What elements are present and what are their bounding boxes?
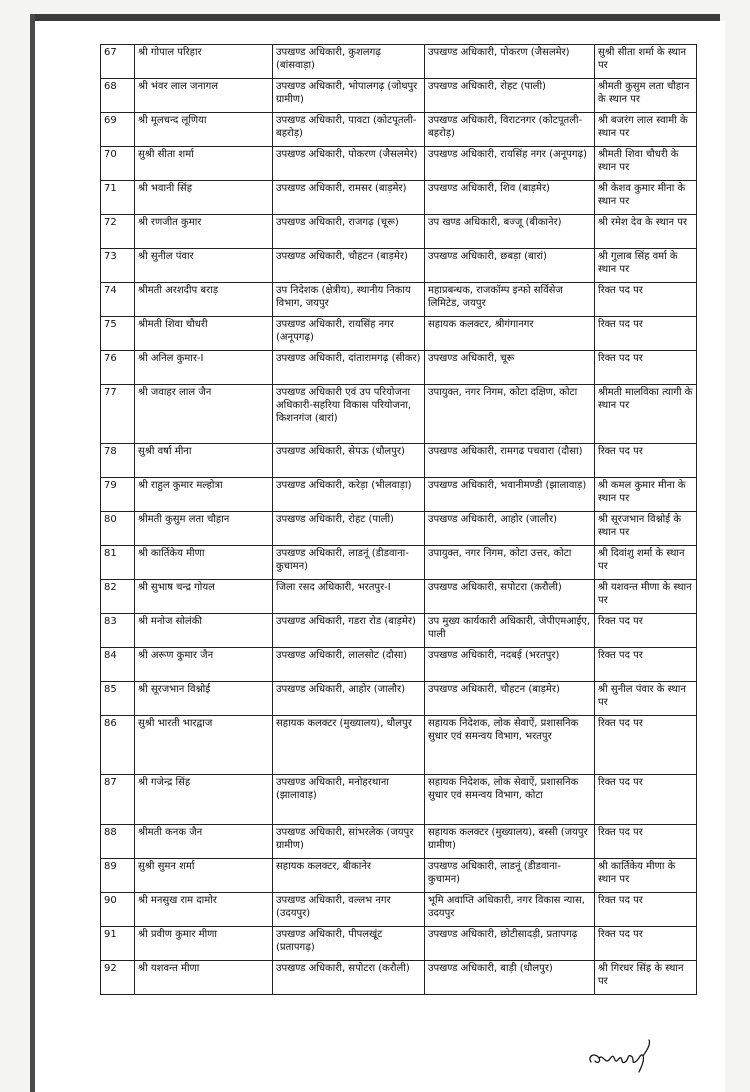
table-row (101, 113, 697, 147)
new-posting-cell: महाप्रबन्धक, राजकॉम्प इन्फो सर्विसेज लिमिटेड, जयपुर (425, 283, 595, 317)
serial-number-cell: 85 (101, 682, 135, 716)
remark-cell: रिक्त पद पर (595, 317, 697, 351)
remark-cell: श्री रमेश देव के स्थान पर (595, 215, 697, 249)
new-posting-cell: उपखण्ड अधिकारी, छोटीसादड़ी, प्रतापगढ़ (425, 927, 595, 961)
serial-number-cell: 81 (101, 546, 135, 580)
current-posting-cell: उपखण्ड अधिकारी, दांतारामगढ़ (सीकर) (273, 351, 425, 385)
officer-name-cell: श्रीमती अरशदीप बराड़ (135, 283, 273, 317)
remark-cell: रिक्त पद पर (595, 927, 697, 961)
officer-name-cell: सुश्री सीता शर्मा (135, 147, 273, 181)
table-row (101, 893, 697, 927)
table-row (101, 317, 697, 351)
officer-name-cell: श्री राहुल कुमार मल्होत्रा (135, 478, 273, 512)
officer-name-cell: श्री अनिल कुमार-I (135, 351, 273, 385)
new-posting-cell: उपखण्ड अधिकारी, रामगढ पचवारा (दौसा) (425, 444, 595, 478)
remark-cell: श्री सुनील पंवार के स्थान पर (595, 682, 697, 716)
serial-number-cell: 69 (101, 113, 135, 147)
current-posting-cell: उपखण्ड अधिकारी, लाडनूं (डीडवाना-कुचामन) (273, 546, 425, 580)
table-row (101, 859, 697, 893)
table-row (101, 614, 697, 648)
serial-number-cell: 76 (101, 351, 135, 385)
officer-name-cell: सुश्री वर्षा मीना (135, 444, 273, 478)
new-posting-cell: उप खण्ड अधिकारी, बज्जू (बीकानेर) (425, 215, 595, 249)
table-row (101, 775, 697, 825)
table-row (101, 927, 697, 961)
new-posting-cell: उपखण्ड अधिकारी, बाड़ी (धौलपुर) (425, 961, 595, 995)
current-posting-cell: उपखण्ड अधिकारी, करेड़ा (भीलवाड़ा) (273, 478, 425, 512)
officer-name-cell: सुश्री सुमन शर्मा (135, 859, 273, 893)
officer-name-cell: श्री रणजीत कुमार (135, 215, 273, 249)
remark-cell: रिक्त पद पर (595, 825, 697, 859)
table-row (101, 215, 697, 249)
remark-cell: श्री कमल कुमार मीना के स्थान पर (595, 478, 697, 512)
remark-cell: श्रीमती कुसुम लता चौहान के स्थान पर (595, 79, 697, 113)
officer-name-cell: श्रीमती कनक जैन (135, 825, 273, 859)
serial-number-cell: 74 (101, 283, 135, 317)
new-posting-cell: उपखण्ड अधिकारी, लाडनूं (डीडवाना-कुचामन) (425, 859, 595, 893)
remark-cell: श्रीमती शिवा चौधरी के स्थान पर (595, 147, 697, 181)
current-posting-cell: उपखण्ड अधिकारी, सांभरलेक (जयपुर ग्रामीण) (273, 825, 425, 859)
table-row (101, 181, 697, 215)
officer-name-cell: श्री मनोज सोलंकी (135, 614, 273, 648)
serial-number-cell: 87 (101, 775, 135, 825)
new-posting-cell: सहायक निदेशक, लोक सेवाऐं, प्रशासनिक सुधार एवं समन्वय विभाग, भरतपुर (425, 716, 595, 775)
transfer-table-body (101, 45, 697, 995)
current-posting-cell: उपखण्ड अधिकारी, पावटा (कोटपूतली-बहरोड़) (273, 113, 425, 147)
new-posting-cell: उपखण्ड अधिकारी, आहोर (जालौर) (425, 512, 595, 546)
new-posting-cell: भूमि अवाप्ति अधिकारी, नगर विकास न्यास, उदयपुर (425, 893, 595, 927)
table-row (101, 147, 697, 181)
table-row (101, 283, 697, 317)
serial-number-cell: 78 (101, 444, 135, 478)
serial-number-cell: 77 (101, 385, 135, 444)
table-row (101, 249, 697, 283)
new-posting-cell: उपायुक्त, नगर निगम, कोटा उत्तर, कोटा (425, 546, 595, 580)
officer-name-cell: श्री गोपाल परिहार (135, 45, 273, 79)
new-posting-cell: उपखण्ड अधिकारी, शिव (बाड़मेर) (425, 181, 595, 215)
current-posting-cell: उपखण्ड अधिकारी, रायसिंह नगर (अनूपगढ़) (273, 317, 425, 351)
current-posting-cell: उपखण्ड अधिकारी, मनोहरथाना (झालावाड़) (273, 775, 425, 825)
new-posting-cell: उपखण्ड अधिकारी, विराटनगर (कोटपूतली-बहरोड़) (425, 113, 595, 147)
officer-name-cell: श्री मनसुख राम दामोर (135, 893, 273, 927)
officer-name-cell: श्री सुनील पंवार (135, 249, 273, 283)
new-posting-cell: सहायक निदेशक, लोक सेवाऐं, प्रशासनिक सुधार एवं समन्वय विभाग, कोटा (425, 775, 595, 825)
remark-cell: श्रीमती मालविका त्यागी के स्थान पर (595, 385, 697, 444)
current-posting-cell: जिला रसद अधिकारी, भरतपुर-I (273, 580, 425, 614)
remark-cell: श्री गिरधर सिंह के स्थान पर (595, 961, 697, 995)
officer-name-cell: श्री यशवन्त मीणा (135, 961, 273, 995)
remark-cell: श्री यशवन्त मीणा के स्थान पर (595, 580, 697, 614)
new-posting-cell: सहायक कलक्टर (मुख्यालय), बस्सी (जयपुर ग्रामीण) (425, 825, 595, 859)
table-row (101, 385, 697, 444)
remark-cell: सुश्री सीता शर्मा के स्थान पर (595, 45, 697, 79)
serial-number-cell: 79 (101, 478, 135, 512)
current-posting-cell: उपखण्ड अधिकारी, पोकरण (जैसलमेर) (273, 147, 425, 181)
serial-number-cell: 88 (101, 825, 135, 859)
officer-name-cell: श्री मूलचन्द लूणिया (135, 113, 273, 147)
new-posting-cell: उपखण्ड अधिकारी, छबड़ा (बारां) (425, 249, 595, 283)
officer-name-cell: श्री प्रवीण कुमार मीणा (135, 927, 273, 961)
table-row (101, 546, 697, 580)
serial-number-cell: 70 (101, 147, 135, 181)
current-posting-cell: सहायक कलक्टर, बीकानेर (273, 859, 425, 893)
new-posting-cell: उपायुक्त, नगर निगम, कोटा दक्षिण, कोटा (425, 385, 595, 444)
table-row (101, 444, 697, 478)
serial-number-cell: 90 (101, 893, 135, 927)
new-posting-cell: उपखण्ड अधिकारी, नदबई (भरतपुर) (425, 648, 595, 682)
officer-name-cell: श्री भंवर लाल जनागल (135, 79, 273, 113)
officer-name-cell: श्री कार्तिकेय मीणा (135, 546, 273, 580)
table-row (101, 961, 697, 995)
serial-number-cell: 80 (101, 512, 135, 546)
officer-name-cell: श्रीमती कुसुम लता चौहान (135, 512, 273, 546)
current-posting-cell: उपखण्ड अधिकारी, चौहटन (बाड़मेर) (273, 249, 425, 283)
current-posting-cell: उप निदेशक (क्षेत्रीय), स्थानीय निकाय विभाग, जयपुर (273, 283, 425, 317)
remark-cell: श्री गुलाब सिंह वर्मा के स्थान पर (595, 249, 697, 283)
officer-name-cell: श्री सूरजभान विश्नोई (135, 682, 273, 716)
serial-number-cell: 73 (101, 249, 135, 283)
serial-number-cell: 86 (101, 716, 135, 775)
remark-cell: श्री बजरंग लाल स्वामी के स्थान पर (595, 113, 697, 147)
new-posting-cell: उपखण्ड अधिकारी, चूरू (425, 351, 595, 385)
serial-number-cell: 67 (101, 45, 135, 79)
table-row (101, 478, 697, 512)
officer-name-cell: श्री सुभाष चन्द्र गोयल (135, 580, 273, 614)
current-posting-cell: उपखण्ड अधिकारी, सपोटरा (करौली) (273, 961, 425, 995)
serial-number-cell: 72 (101, 215, 135, 249)
serial-number-cell: 92 (101, 961, 135, 995)
current-posting-cell: उपखण्ड अधिकारी, सेपऊ (धौलपुर) (273, 444, 425, 478)
current-posting-cell: उपखण्ड अधिकारी, गडरा रोड (बाड़मेर) (273, 614, 425, 648)
officer-name-cell: श्री जवाहर लाल जैन (135, 385, 273, 444)
table-row (101, 580, 697, 614)
remark-cell: श्री केशव कुमार मीना के स्थान पर (595, 181, 697, 215)
remark-cell: श्री सूरजभान विश्नोई के स्थान पर (595, 512, 697, 546)
serial-number-cell: 75 (101, 317, 135, 351)
officer-name-cell: श्रीमती शिवा चौधरी (135, 317, 273, 351)
officer-name-cell: श्री गजेन्द्र सिंह (135, 775, 273, 825)
new-posting-cell: उप मुख्य कार्यकारी अधिकारी, जेपीएमआईए, पाली (425, 614, 595, 648)
current-posting-cell: उपखण्ड अधिकारी, पीपलखूंट (प्रतापगढ़) (273, 927, 425, 961)
new-posting-cell: उपखण्ड अधिकारी, भवानीमण्डी (झालावाड़) (425, 478, 595, 512)
new-posting-cell: उपखण्ड अधिकारी, रायसिंह नगर (अनूपगढ़) (425, 147, 595, 181)
remark-cell: रिक्त पद पर (595, 893, 697, 927)
serial-number-cell: 82 (101, 580, 135, 614)
officer-name-cell: सुश्री भारती भारद्वाज (135, 716, 273, 775)
serial-number-cell: 84 (101, 648, 135, 682)
remark-cell: रिक्त पद पर (595, 716, 697, 775)
current-posting-cell: उपखण्ड अधिकारी, राजगढ़ (चूरू) (273, 215, 425, 249)
table-row (101, 825, 697, 859)
scan-top-edge (30, 14, 720, 21)
table-row (101, 45, 697, 79)
remark-cell: रिक्त पद पर (595, 444, 697, 478)
new-posting-cell: उपखण्ड अधिकारी, चौहटन (बाड़मेर) (425, 682, 595, 716)
current-posting-cell: उपखण्ड अधिकारी, रामसर (बाड़मेर) (273, 181, 425, 215)
serial-number-cell: 91 (101, 927, 135, 961)
remark-cell: श्री दिवांशु शर्मा के स्थान पर (595, 546, 697, 580)
new-posting-cell: उपखण्ड अधिकारी, पोकरण (जैसलमेर) (425, 45, 595, 79)
current-posting-cell: उपखण्ड अधिकारी, रोहट (पाली) (273, 512, 425, 546)
remark-cell: श्री कार्तिकेय मीणा के स्थान पर (595, 859, 697, 893)
table-row (101, 512, 697, 546)
serial-number-cell: 68 (101, 79, 135, 113)
current-posting-cell: उपखण्ड अधिकारी, आहोर (जालौर) (273, 682, 425, 716)
transfer-table (100, 44, 697, 995)
officer-name-cell: श्री अरूण कुमार जैन (135, 648, 273, 682)
serial-number-cell: 71 (101, 181, 135, 215)
table-row (101, 682, 697, 716)
new-posting-cell: उपखण्ड अधिकारी, रोहट (पाली) (425, 79, 595, 113)
remark-cell: रिक्त पद पर (595, 648, 697, 682)
officer-name-cell: श्री भवानी सिंह (135, 181, 273, 215)
new-posting-cell: उपखण्ड अधिकारी, सपोटरा (करौली) (425, 580, 595, 614)
current-posting-cell: उपखण्ड अधिकारी एवं उप परियोजना अधिकारी-सहरिया विकास परियोजना, किशनगंज (बारां) (273, 385, 425, 444)
table-row (101, 79, 697, 113)
remark-cell: रिक्त पद पर (595, 283, 697, 317)
table-row (101, 716, 697, 775)
current-posting-cell: उपखण्ड अधिकारी, लालसोट (दौसा) (273, 648, 425, 682)
remark-cell: रिक्त पद पर (595, 351, 697, 385)
remark-cell: रिक्त पद पर (595, 775, 697, 825)
current-posting-cell: उपखण्ड अधिकारी, वल्लभ नगर (उदयपुर) (273, 893, 425, 927)
table-row (101, 648, 697, 682)
current-posting-cell: उपखण्ड अधिकारी, कुशलगढ़ (बांसवाड़ा) (273, 45, 425, 79)
serial-number-cell: 83 (101, 614, 135, 648)
handwritten-signature (585, 1034, 665, 1074)
remark-cell: रिक्त पद पर (595, 614, 697, 648)
current-posting-cell: सहायक कलक्टर (मुख्यालय), धौलपुर (273, 716, 425, 775)
table-row (101, 351, 697, 385)
current-posting-cell: उपखण्ड अधिकारी, भोपालगढ़ (जोधपुर ग्रामीण) (273, 79, 425, 113)
new-posting-cell: सहायक कलक्टर, श्रीगंगानगर (425, 317, 595, 351)
serial-number-cell: 89 (101, 859, 135, 893)
